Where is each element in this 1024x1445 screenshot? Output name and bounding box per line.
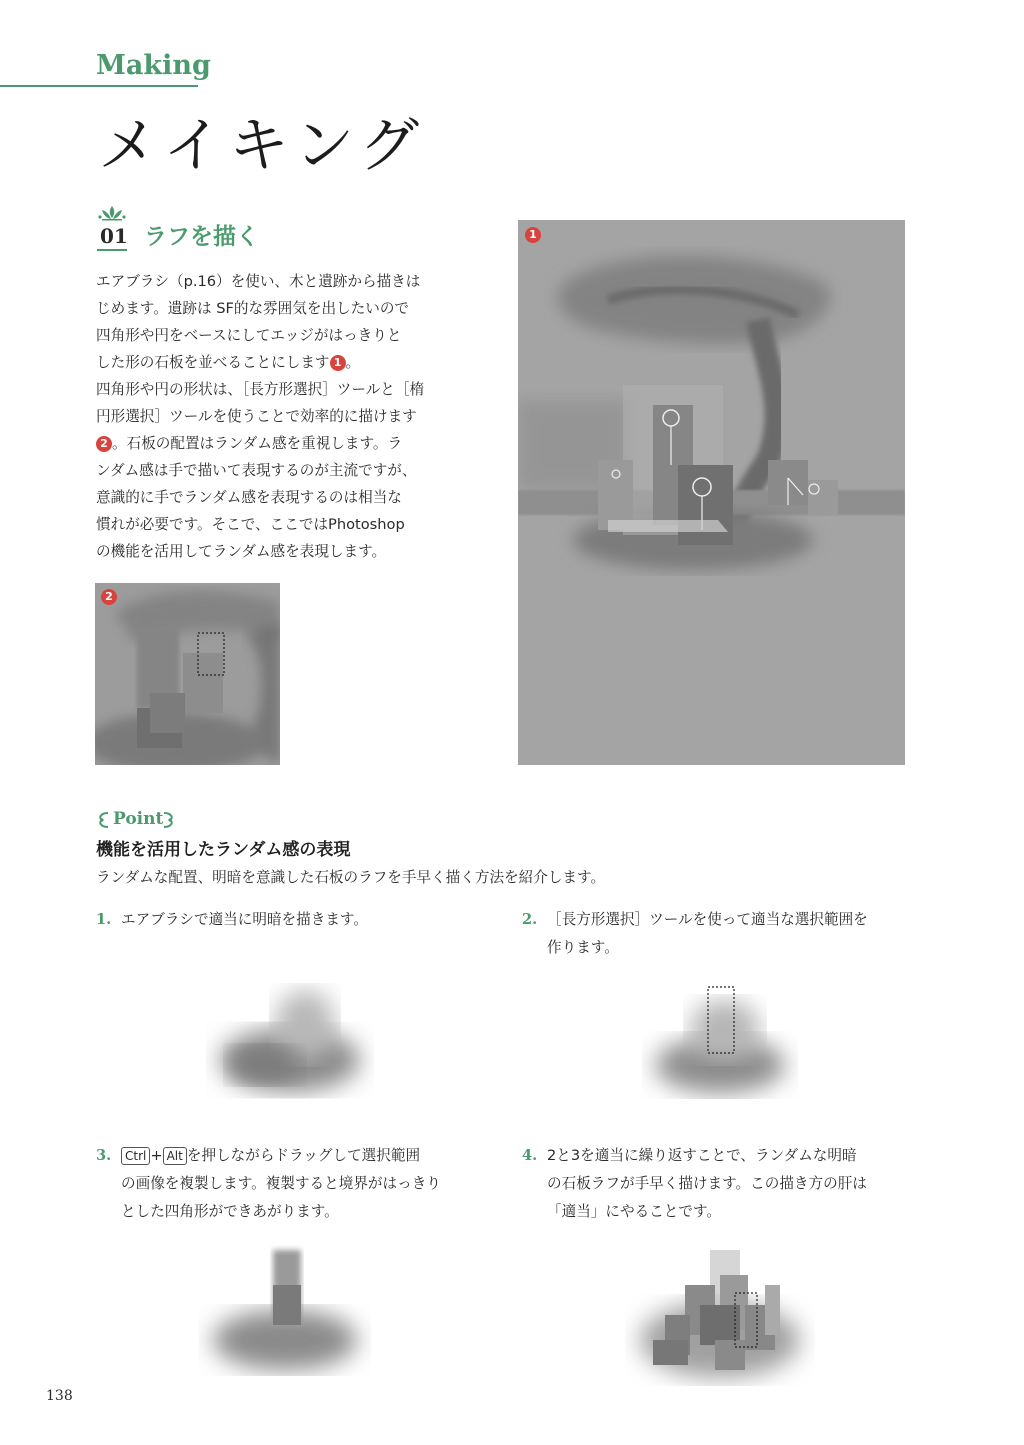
body-line-text: 。石板の配置はランダム感を重視します。ラ: [112, 435, 403, 452]
step-number: 2.: [522, 911, 538, 928]
step-text-line: 2と3を適当に繰り返すことで、ランダムな明暗: [547, 1147, 857, 1164]
section-label-rule: [0, 85, 198, 87]
body-line: ンダム感は手で描いて表現するのが主流ですが、: [96, 462, 417, 479]
body-line: エアブラシ（p.16）を使い、木と遺跡から描きは: [96, 273, 421, 290]
step-text: を押しながらドラッグして選択範囲: [186, 1147, 421, 1164]
figure-2-artwork: [95, 583, 280, 765]
section-title: ラフを描く: [144, 224, 259, 250]
figure-ref-badge: 2: [96, 436, 112, 452]
body-line: の機能を活用してランダム感を表現します。: [96, 543, 387, 560]
body-line: 円形選択］ツールを使うことで効率的に描けます: [96, 408, 417, 425]
figure-1-artwork: [518, 220, 905, 765]
step-3-illustration: [195, 1245, 375, 1385]
figure-1-badge: 1: [525, 227, 541, 243]
step-text-line: の画像を複製します。複製すると境界がはっきり: [121, 1175, 441, 1192]
point-label: Point: [113, 809, 164, 829]
step-2-illustration: [630, 975, 800, 1105]
step-2: [522, 906, 922, 962]
step-1: [96, 906, 496, 934]
body-line: 慣れが必要です。そこで、ここではPhotoshop: [96, 516, 405, 533]
step-1-illustration: [195, 970, 375, 1110]
step-text-line: とした四角形ができあがります。: [121, 1203, 339, 1220]
step-text-line: 作ります。: [547, 939, 619, 956]
body-text: [96, 268, 466, 565]
step-3: [96, 1142, 506, 1226]
step-text-line: の石板ラフが手早く描けます。この描き方の肝は: [547, 1175, 867, 1192]
point-title: 機能を活用したランダム感の表現: [96, 840, 351, 860]
step-number: 3.: [96, 1147, 112, 1164]
page-number: 138: [46, 1388, 73, 1404]
step-4-illustration: [625, 1245, 815, 1395]
step-4: [522, 1142, 922, 1226]
section-number: 01: [100, 224, 128, 248]
section-number-rule: [97, 249, 127, 251]
step-number: 4.: [522, 1147, 538, 1164]
body-line: じめます。遺跡は SF的な雰囲気を出したいので: [96, 300, 410, 317]
step-text-line: [121, 1142, 506, 1170]
step-number: 1.: [96, 911, 112, 928]
figure-ref-badge: 1: [330, 355, 346, 371]
body-line-text: した形の石板を並べることにします: [96, 354, 330, 371]
section-label: Making: [96, 50, 211, 81]
step-text-line: ［長方形選択］ツールを使って適当な選択範囲を: [547, 911, 868, 928]
body-line-end: 。: [345, 354, 361, 371]
scroll-ornament-left-icon: [96, 811, 110, 829]
body-line: [96, 430, 466, 457]
scroll-ornament-right-icon: [162, 811, 176, 829]
page-title: メイキング: [98, 111, 425, 181]
step-text-line: 「適当」にやることです。: [547, 1203, 721, 1220]
ctrl-key: Ctrl: [121, 1147, 150, 1165]
point-description: ランダムな配置、明暗を意識した石板のラフを手早く描く方法を紹介します。: [96, 869, 606, 886]
alt-key: Alt: [163, 1147, 187, 1165]
step-text: エアブラシで適当に明暗を描きます。: [121, 911, 368, 928]
figure-1-image: [518, 220, 905, 765]
body-line: 意識的に手でランダム感を表現するのは相当な: [96, 489, 402, 506]
figure-2-image: [95, 583, 280, 765]
body-line: 四角形や円の形状は、［長方形選択］ツールと［楕: [96, 381, 425, 398]
lotus-ornament-icon: [98, 205, 126, 221]
figure-2-badge: 2: [101, 589, 117, 605]
body-line: [96, 349, 466, 376]
body-line: 四角形や円をベースにしてエッジがはっきりと: [96, 327, 402, 344]
plus-sign: +: [150, 1147, 163, 1164]
